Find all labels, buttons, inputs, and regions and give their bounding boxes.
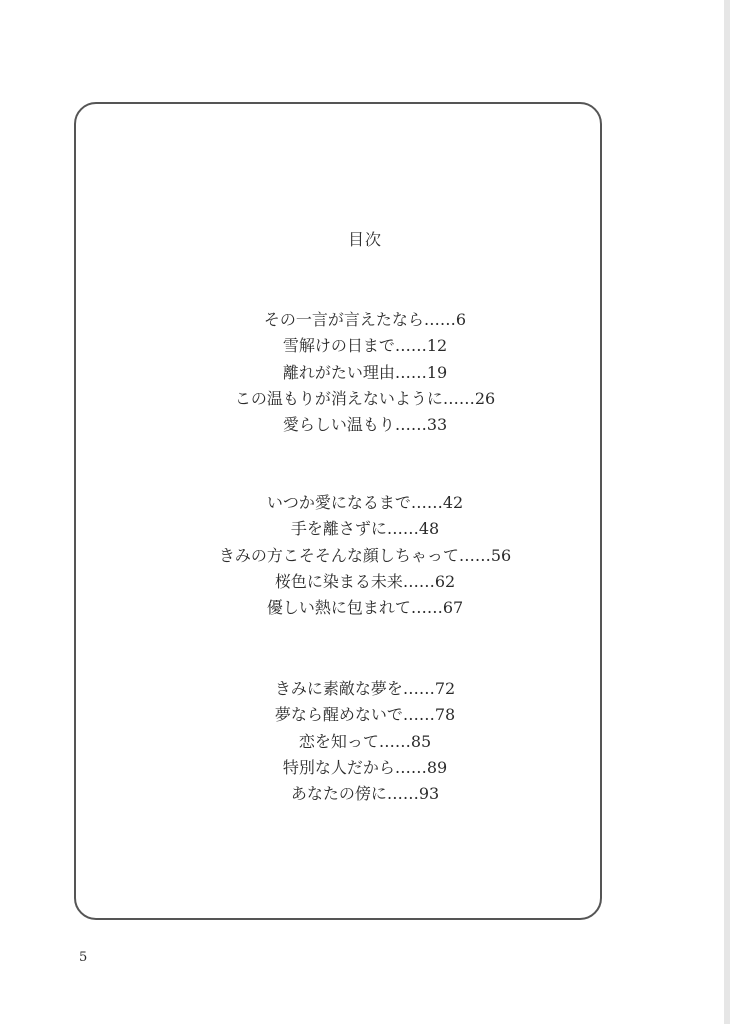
toc-entry: あなたの傍に……93 xyxy=(290,784,440,804)
toc-entry: 恋を知って……85 xyxy=(298,731,432,751)
toc-entry: 雪解けの日まで……12 xyxy=(282,336,448,356)
toc-entry: この温もりが消えないように……26 xyxy=(234,388,496,408)
toc-entry: その一言が言えたなら……6 xyxy=(263,310,467,329)
toc-entry: いつか愛になるまで……42 xyxy=(266,493,464,512)
toc-entry: 優しい熱に包まれて……67 xyxy=(266,598,464,618)
toc-entry: 手を離さずに……48 xyxy=(290,519,440,539)
toc-group-1 xyxy=(0,307,730,438)
toc-entry: きみの方こそそんな顔しちゃって……56 xyxy=(218,545,512,565)
toc-entry: 夢なら醒めないで……78 xyxy=(274,705,456,725)
toc-entry: きみに素敵な夢を……72 xyxy=(274,679,456,698)
toc-entry: 桜色に染まる未来……62 xyxy=(274,571,456,591)
page-number: 5 xyxy=(79,950,88,965)
toc-entry: 愛らしい温もり……33 xyxy=(282,415,448,435)
toc-entry: 特別な人だから……89 xyxy=(282,757,448,777)
toc-group-3 xyxy=(0,676,730,807)
toc-group-2 xyxy=(0,490,730,621)
toc-entry: 離れがたい理由……19 xyxy=(282,362,448,382)
toc-title: 目次 xyxy=(347,230,382,249)
